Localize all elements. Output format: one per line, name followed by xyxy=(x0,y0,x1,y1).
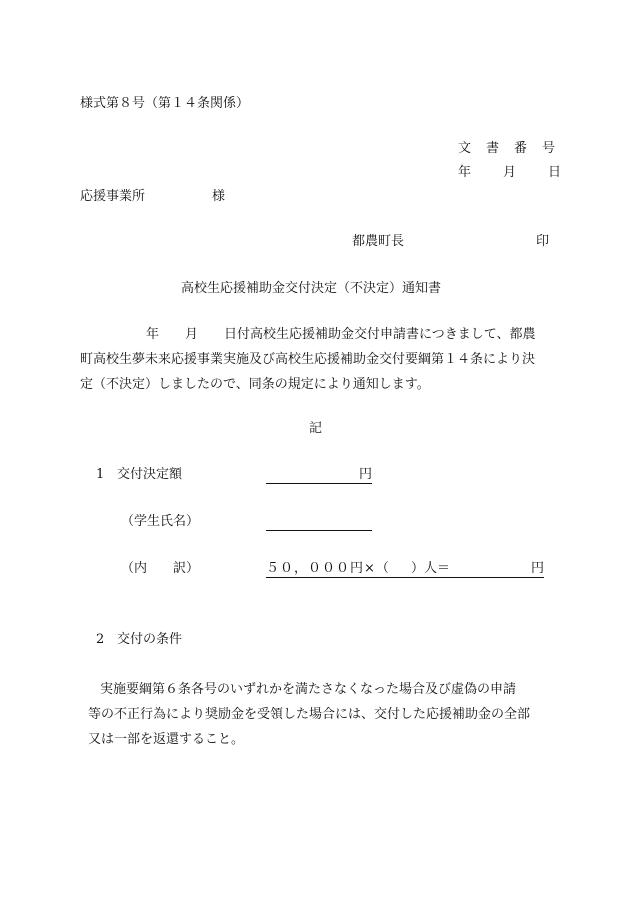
document-title: 高校生応援補助金交付決定（不決定）通知書 xyxy=(181,281,442,296)
condition-line-3: 又は一部を返還すること。 xyxy=(88,732,245,747)
item1-number: 1 xyxy=(96,467,105,482)
amount-blank xyxy=(266,467,372,484)
student-name-blank xyxy=(266,514,372,531)
condition-line-2: 等の不正行為により奨励金を受領した場合には、交付した応援補助金の全部 xyxy=(88,707,531,722)
breakdown-label: （内 訳） xyxy=(121,561,200,576)
breakdown-close: ）人＝ xyxy=(411,561,451,576)
item1-label: 交付決定額 xyxy=(117,467,183,482)
item2-label: 交付の条件 xyxy=(117,632,183,647)
seal-mark: 印 xyxy=(536,234,550,249)
recipient-honorific: 様 xyxy=(212,189,226,204)
ki-heading: 記 xyxy=(309,421,323,436)
amount-unit: 円 xyxy=(358,467,372,482)
form-number: 様式第８号（第１４条関係） xyxy=(80,96,250,111)
intro-line-3: 定（不決定）しましたので、同条の規定により通知します。 xyxy=(80,377,430,392)
breakdown-amount: ５０，０００円×（ xyxy=(266,561,390,576)
item2-number: 2 xyxy=(96,632,105,647)
student-label: （学生氏名） xyxy=(121,514,200,529)
condition-line-1: 実施要綱第６条各号のいずれかを満たさなくなった場合及び虚偽の申請 xyxy=(100,682,517,697)
doc-number-label: 文 書 番 号 xyxy=(458,141,557,156)
intro-line-2: 町高校生夢未来応援事業実施及び高校生応援補助金交付要綱第１４条により決 xyxy=(80,352,536,367)
date-label: 年 月 日 xyxy=(458,165,564,180)
recipient: 応援事業所 xyxy=(80,189,146,204)
breakdown-formula xyxy=(266,561,544,578)
intro-line-1: 年 月 日付高校生応援補助金交付申請書につきまして、都農 xyxy=(146,327,536,342)
breakdown-unit: 円 xyxy=(530,561,544,576)
sender: 都農町長 xyxy=(352,234,405,249)
